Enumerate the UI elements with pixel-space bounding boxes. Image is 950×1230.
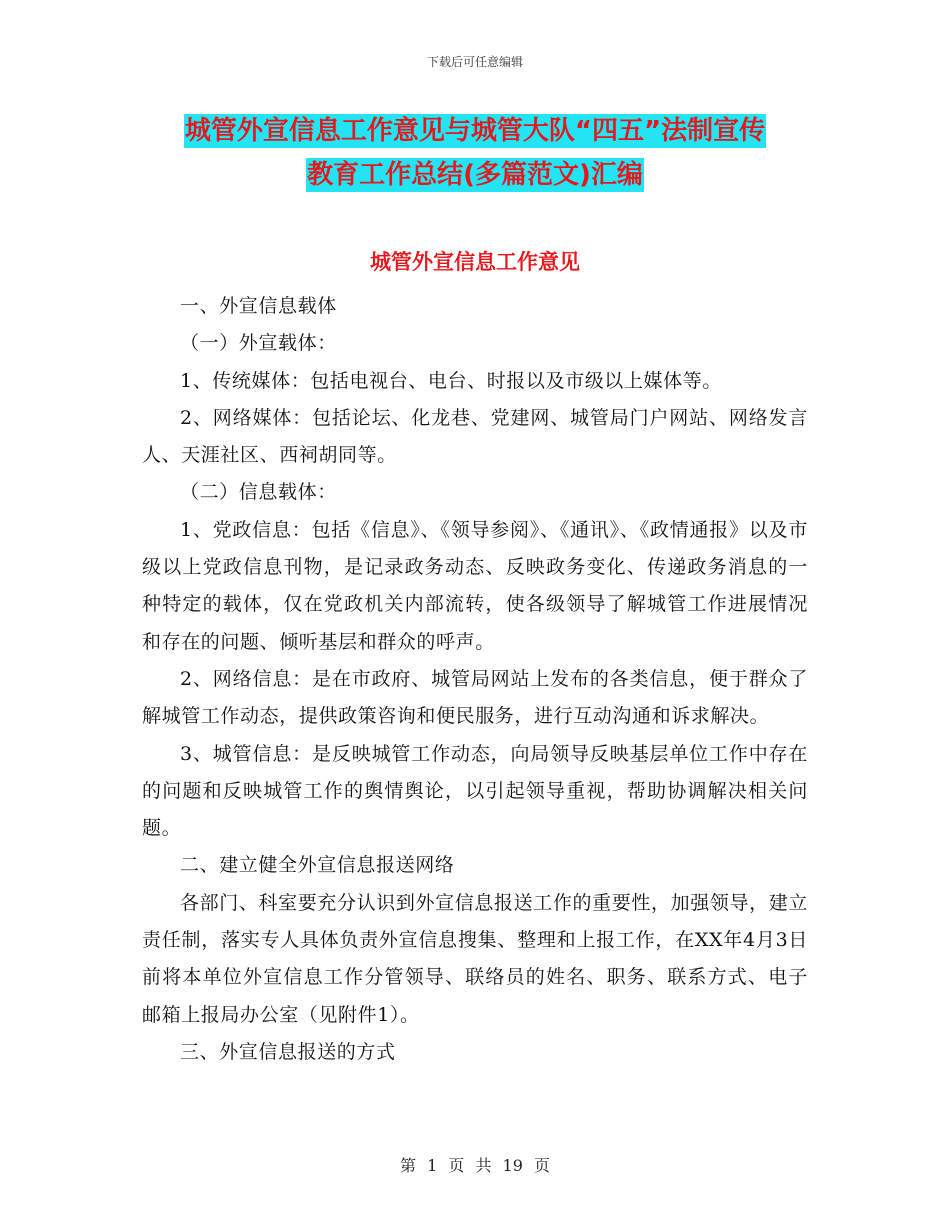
document-title-line-1 [0,108,950,154]
paragraph: 一、外宣信息载体 [180,295,337,317]
title-highlight-2: 教育工作总结(多篇范文)汇编 [307,160,643,190]
section-heading: 城管外宣信息工作意见 [370,250,580,274]
paragraph: 3、城管信息：是反映城管工作动态，向局领导反映基层单位工作中存在的问题和反映城管工作的舆情舆论，以引起领导重视，帮助协调解决相关问题。 [142,742,808,840]
page-number: 第 1 页 共 19 页 [400,1156,550,1175]
paragraph: 三、外宣信息报送的方式 [180,1040,396,1063]
paragraph: 2、网络信息：是在市政府、城管局网站上发布的各类信息，便于群众了解城管工作动态，提供政策咨询和便民服务，进行互动沟通和诉求解决。 [142,667,808,728]
paragraph: （一）外宣载体： [180,332,337,355]
paragraph: 1、传统媒体：包括电视台、电台、时报以及市级以上媒体等。 [180,369,722,392]
paragraph: 各部门、科室要充分认识到外宣信息报送工作的重要性，加强领导，建立责任制，落实专人具体负责外宣信息搜集、整理和上报工作，在XX年4月3日前将本单位外宣信息工作分管领导、联络员的姓名、职务、联系方式、电子邮箱上报局办公室（见附件1）。 [142,891,808,1026]
document-title-line-2 [0,152,950,198]
document-body [142,288,808,1071]
header-note: 下载后可任意编辑 [426,55,523,69]
paragraph: （二）信息载体： [180,481,337,504]
paragraph: 2、网络媒体：包括论坛、化龙巷、党建网、城管局门户网站、网络发言人、天涯社区、西祠胡同等。 [142,406,808,467]
paragraph: 1、党政信息：包括《信息》、《领导参阅》、《通讯》、《政情通报》以及市级以上党政信息刊物，是记录政务动态、反映政务变化、传递政务消息的一种特定的载体，仅在党政机关内部流转，使各级领导了解城管工作进展情况和存在的问题、倾听基层和群众的呼声。 [142,518,808,653]
title-highlight-1: 城管外宣信息工作意见与城管大队“四五”法制宣传 [184,116,766,146]
paragraph: 二、建立健全外宣信息报送网络 [180,854,455,877]
